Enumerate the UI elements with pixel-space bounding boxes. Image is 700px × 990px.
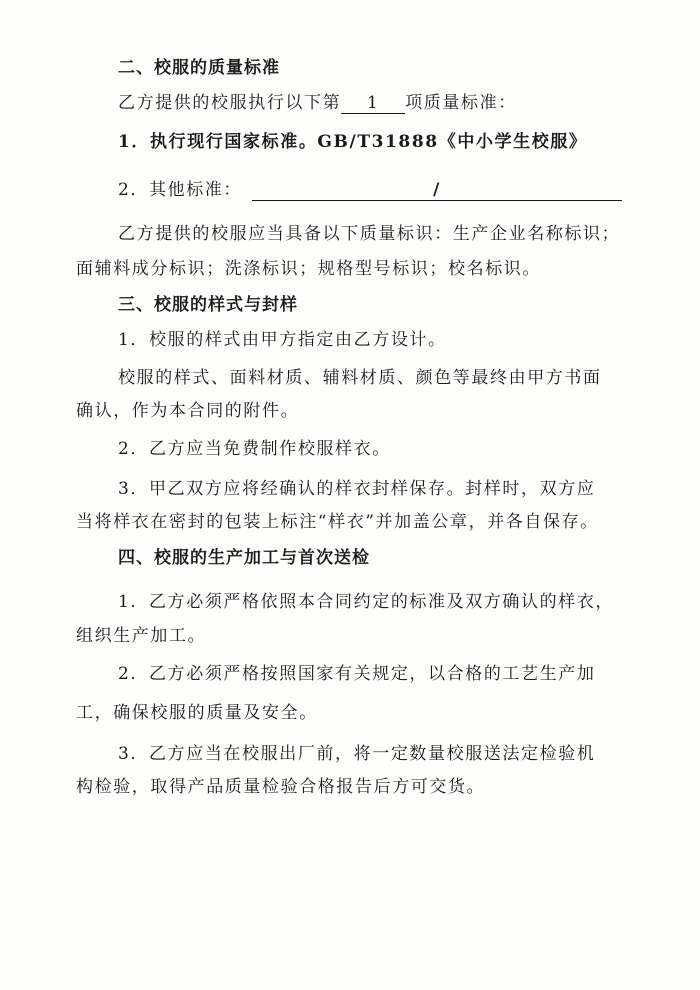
- section2-item1: [118, 130, 588, 154]
- section2-intro-post: 项质量标准：: [405, 93, 517, 113]
- section3-p4-line2: 当将样衣在密封的包装上标注“样衣”并加盖公章，并各自保存。: [76, 512, 599, 532]
- section3-p3: 2．乙方应当免费制作校服样衣。: [118, 439, 391, 459]
- item1-number: 1．: [118, 132, 151, 152]
- section4-heading: 四、校服的生产加工与首次送检: [118, 548, 370, 568]
- quality-marks-line2: 面辅料成分标识；洗涤标识；规格型号标识；校名标识。: [76, 259, 541, 279]
- section3-p2-line2: 确认，作为本合同的附件。: [76, 401, 300, 421]
- section3-p2-line1: 校服的样式、面料材质、辅料材质、颜色等最终由甲方书面: [118, 368, 602, 388]
- section2-intro: [118, 91, 517, 115]
- section4-p2-line1: 2．乙方必须严格按照国家有关规定，以合格的工艺生产加: [118, 664, 596, 684]
- section4-p2-line2: 工，确保校服的质量及安全。: [76, 703, 318, 723]
- standard-number-blank: 1: [341, 93, 405, 114]
- other-standard-blank: /: [252, 180, 622, 201]
- section4-p1-line2: 组织生产加工。: [76, 626, 207, 646]
- section4-p3-line1: 3．乙方应当在校服出厂前，将一定数量校服送法定检验机: [118, 744, 596, 764]
- section3-p1: 1．校服的样式由甲方指定由乙方设计。: [118, 330, 447, 350]
- section2-intro-pre: 乙方提供的校服执行以下第: [118, 93, 342, 113]
- section3-heading: 三、校服的样式与封样: [118, 295, 298, 315]
- section4-p1-line1: 1．乙方必须严格依照本合同约定的标准及双方确认的样衣，: [118, 592, 615, 612]
- quality-marks-line1: 乙方提供的校服应当具备以下质量标识：生产企业名称标识；: [118, 224, 621, 244]
- section2-heading: 二、校服的质量标准: [118, 58, 280, 78]
- item1-text: 执行现行国家标准。GB/T31888《中小学生校服》: [150, 132, 588, 152]
- section4-p3-line2: 构检验，取得产品质量检验合格报告后方可交货。: [76, 777, 486, 797]
- section3-p4-line1: 3．甲乙双方应将经确认的样衣封样保存。封样时，双方应: [118, 479, 596, 499]
- section2-item2: [118, 178, 622, 202]
- item2-label: 2．其他标准：: [118, 180, 243, 200]
